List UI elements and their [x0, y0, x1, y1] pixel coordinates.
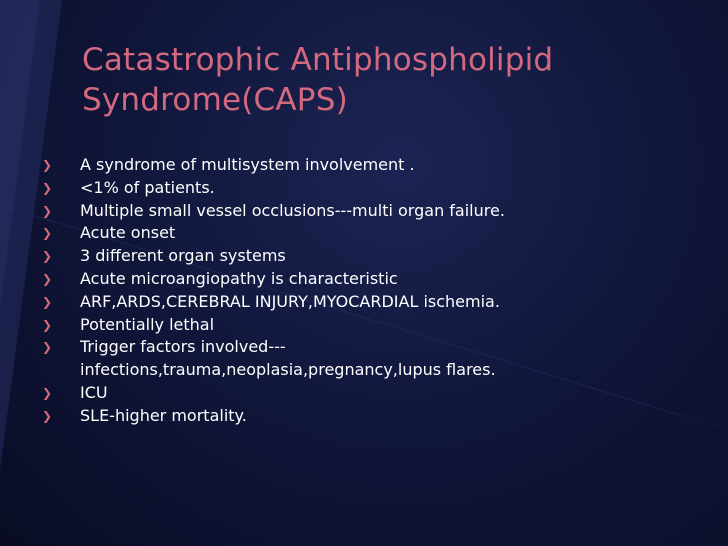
bullet-text: ICU — [80, 382, 108, 402]
bullet-text: Acute onset — [80, 223, 176, 243]
slide-title — [82, 40, 702, 120]
chevron-right-icon: ❯ — [42, 158, 53, 172]
bullet-item — [40, 291, 700, 314]
bullet-item — [40, 405, 700, 428]
title-line-2: Syndrome(CAPS) — [82, 82, 348, 118]
bullet-text: Trigger factors involved--- — [80, 337, 286, 357]
bullet-item — [40, 154, 700, 177]
bullet-item — [40, 336, 700, 382]
chevron-right-icon: ❯ — [42, 317, 53, 332]
chevron-right-icon: ❯ — [42, 180, 53, 195]
bullet-text: Acute microangiopathy is characteristic — [80, 268, 398, 288]
bullet-text: <1% of patients. — [80, 177, 215, 197]
bullet-text: SLE-higher mortality. — [80, 405, 247, 425]
bullet-item — [40, 382, 700, 405]
bullet-list — [40, 154, 700, 428]
chevron-right-icon: ❯ — [42, 203, 53, 218]
bullet-text: ARF,ARDS,CEREBRAL INJURY,MYOCARDIAL ischemia. — [80, 291, 500, 311]
bullet-item — [40, 177, 700, 200]
bullet-text: Multiple small vessel occlusions---multi organ failure. — [80, 200, 505, 220]
chevron-right-icon: ❯ — [42, 294, 53, 309]
chevron-right-icon: ❯ — [42, 408, 53, 423]
bullet-text: Potentially lethal — [80, 314, 215, 334]
bullet-item — [40, 314, 700, 337]
chevron-right-icon: ❯ — [42, 385, 53, 400]
bullet-item — [40, 222, 700, 245]
bullet-text: infections,trauma,neoplasia,pregnancy,lupus flares. — [80, 360, 496, 380]
chevron-right-icon: ❯ — [42, 226, 53, 241]
bullet-item — [40, 268, 700, 291]
chevron-right-icon: ❯ — [42, 271, 53, 286]
chevron-right-icon: ❯ — [42, 249, 53, 264]
chevron-right-icon: ❯ — [42, 340, 53, 355]
title-line-1: Catastrophic Antiphospholipid — [82, 42, 554, 78]
bullet-text: A syndrome of multisystem involvement . — [80, 155, 415, 174]
bullet-item — [40, 200, 700, 223]
bullet-item — [40, 245, 700, 268]
bullet-text: 3 different organ systems — [80, 246, 286, 266]
